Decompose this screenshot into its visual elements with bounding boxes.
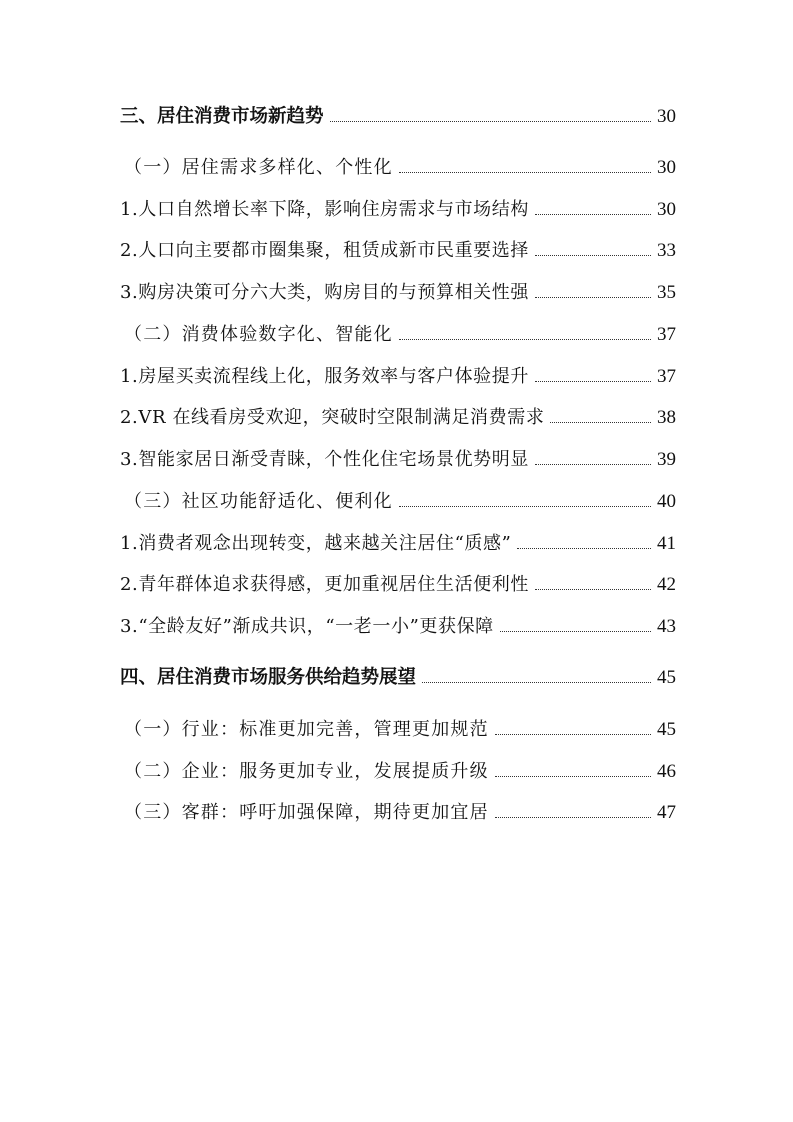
toc-page-number: 42 — [657, 574, 676, 595]
toc-leader-dots — [399, 172, 651, 173]
toc-leader-dots — [500, 631, 651, 632]
toc-section-3-3[interactable] — [120, 489, 676, 515]
toc-item-3-3-3[interactable] — [120, 614, 676, 640]
toc-page-number: 38 — [657, 407, 676, 428]
toc-page-number: 41 — [657, 533, 676, 554]
toc-entry-title: 3.智能家居日渐受青睐，个性化住宅场景优势明显 — [120, 449, 529, 470]
toc-entry-title: 1.人口自然增长率下降，影响住房需求与市场结构 — [120, 199, 529, 220]
toc-page-number: 46 — [657, 761, 676, 782]
toc-page-number: 37 — [657, 324, 676, 345]
toc-entry-title: 2.VR 在线看房受欢迎，突破时空限制满足消费需求 — [120, 407, 545, 428]
toc-page-number: 45 — [657, 719, 676, 740]
toc-leader-dots — [495, 776, 651, 777]
toc-item-3-2-2[interactable] — [120, 405, 676, 431]
toc-entry-title: （一）行业：标准更加完善，管理更加规范 — [124, 719, 489, 740]
toc-page-number: 30 — [657, 106, 676, 127]
toc-entry-title: （二）企业：服务更加专业，发展提质升级 — [124, 761, 489, 782]
toc-page-number: 39 — [657, 449, 676, 470]
toc-chapter-4[interactable] — [120, 665, 676, 691]
toc-section-4-1[interactable] — [120, 717, 676, 743]
toc-page-number: 33 — [657, 240, 676, 261]
toc-item-3-1-3[interactable] — [120, 280, 676, 306]
toc-entry-title: 2.青年群体追求获得感，更加重视居住生活便利性 — [120, 574, 529, 595]
toc-item-3-1-1[interactable] — [120, 197, 676, 223]
toc-leader-dots — [535, 381, 651, 382]
toc-section-4-3[interactable] — [120, 800, 676, 826]
toc-page-number: 30 — [657, 199, 676, 220]
toc-leader-dots — [330, 121, 651, 122]
toc-entry-title: （三）社区功能舒适化、便利化 — [124, 491, 393, 512]
toc-entry-title: 3.购房决策可分六大类，购房目的与预算相关性强 — [120, 282, 529, 303]
toc-page-number: 43 — [657, 616, 676, 637]
toc-entry-title: 三、居住消费市场新趋势 — [120, 106, 324, 127]
toc-item-3-1-2[interactable] — [120, 238, 676, 264]
toc-leader-dots — [495, 734, 651, 735]
toc-leader-dots — [535, 464, 651, 465]
toc-entry-title: 1.消费者观念出现转变，越来越关注居住“质感” — [120, 533, 512, 554]
toc-entry-title: 3.“全龄友好”渐成共识，“一老一小”更获保障 — [120, 616, 494, 637]
toc-item-3-2-3[interactable] — [120, 447, 676, 473]
toc-page-number: 45 — [657, 667, 676, 688]
toc-entry-title: 1.房屋买卖流程线上化，服务效率与客户体验提升 — [120, 366, 529, 387]
toc-entry-title: 四、居住消费市场服务供给趋势展望 — [120, 667, 417, 688]
toc-leader-dots — [422, 682, 651, 683]
toc-entry-title: （一）居住需求多样化、个性化 — [124, 157, 393, 178]
toc-section-3-1[interactable] — [120, 155, 676, 181]
toc-chapter-3[interactable] — [120, 104, 676, 130]
toc-leader-dots — [399, 506, 651, 507]
toc-leader-dots — [535, 214, 651, 215]
toc-page-number: 37 — [657, 366, 676, 387]
toc-leader-dots — [517, 548, 651, 549]
toc-entry-title: 2.人口向主要都市圈集聚，租赁成新市民重要选择 — [120, 240, 529, 261]
toc-leader-dots — [535, 589, 651, 590]
toc-leader-dots — [399, 339, 651, 340]
toc-page-number: 40 — [657, 491, 676, 512]
toc-item-3-3-1[interactable] — [120, 531, 676, 557]
toc-leader-dots — [535, 255, 651, 256]
toc-entry-title: （二）消费体验数字化、智能化 — [124, 324, 393, 345]
toc-section-3-2[interactable] — [120, 322, 676, 348]
toc-leader-dots — [550, 422, 651, 423]
toc-leader-dots — [495, 817, 651, 818]
toc-page-number: 35 — [657, 282, 676, 303]
toc-item-3-2-1[interactable] — [120, 364, 676, 390]
toc-item-3-3-2[interactable] — [120, 572, 676, 598]
toc-entry-title: （三）客群：呼吁加强保障，期待更加宜居 — [124, 802, 489, 823]
toc-page-number: 30 — [657, 157, 676, 178]
toc-page-number: 47 — [657, 802, 676, 823]
toc-leader-dots — [535, 297, 651, 298]
toc-section-4-2[interactable] — [120, 759, 676, 785]
